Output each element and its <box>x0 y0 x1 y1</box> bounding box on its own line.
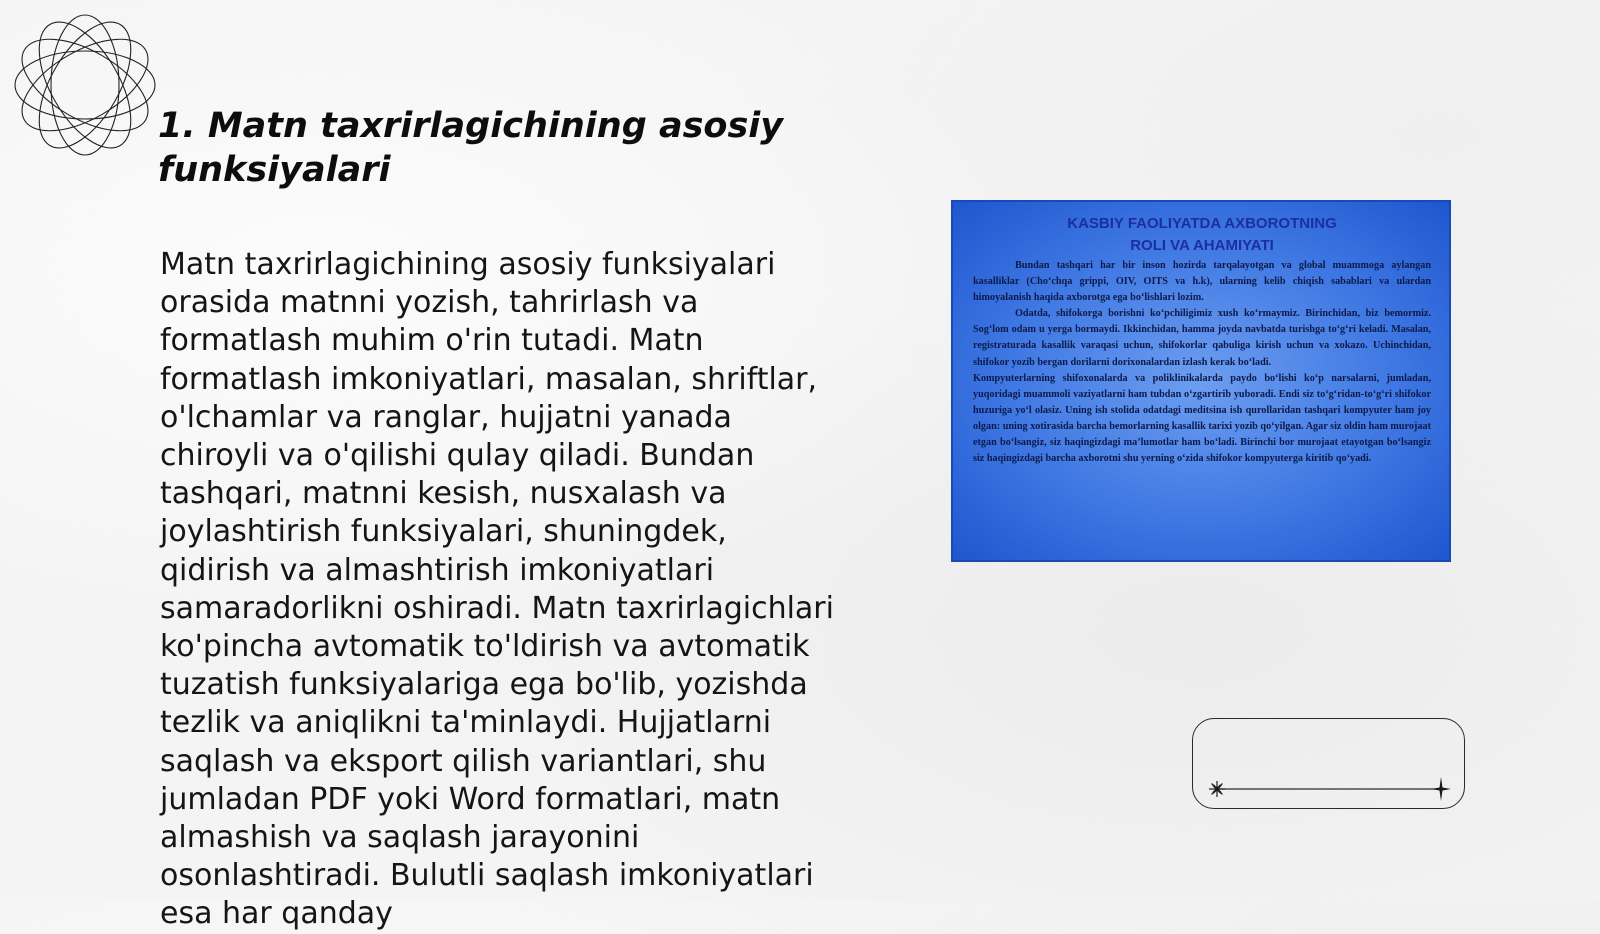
document-paragraph-2: Odatda, shifokorga borishni ko‘pchiligimiz xush ko‘rmaymiz. Birinchidan, biz bemormiz. Sog‘lom odam u yerga bormaydi. Ikkinchidan, hamma joyda navbatda turishga to‘g‘ri keladi. Masalan, registraturada kasallik varaqasi uchun, shifokorlar qabuliga kirish uchun va xokazo. Uchinchidan, shifokor yozib bergan dorilarni dorixonalardan izlash kerak bo‘ladi. <box>973 308 1431 368</box>
document-paragraph-1: Bundan tashqari har bir inson hozirda tarqalayotgan va global muammoga aylangan kasalliklar (Cho‘chqa grippi, OIV, OITS va h.k), ularning kelib chiqish sabablari va ulardan himoyalanish haqida axborotga ega bo‘lishlari lozim. <box>973 260 1431 304</box>
orbit-rings-icon <box>10 10 160 160</box>
cross-star-icon <box>1431 777 1451 801</box>
sparkle-icon <box>1209 781 1225 797</box>
document-image <box>951 200 1451 562</box>
document-paragraph-3: Kompyuterlarning shifoxonalarda va poliklinikalarda paydo bo‘lishi ko‘p narsalarni, jumladan, yuqoridagi muammoli vaziyatlarni ham tubdan o‘zgartirib yuboradi. Endi siz to‘g‘ridan-to‘g‘ri shifokor huzuriga yo‘l olasiz. Uning ish stolida odatdagi meditsina ish qurollaridan tashqari kompyuter ham joy olgan: uning xotirasida barcha bemorlarning kasallik tarixi yozib qo‘yilgan. Agar siz oldin ham murojaat etgan bo‘lsangiz, siz haqingizdagi ma’lumotlar ham bo‘ladi. Birinchi bor murojaat etayotgan bo‘lsangiz siz haqingizdagi barcha axborotni shu yerning o‘zida shifokor kompyuterga kiritib qo‘yadi. <box>973 372 1431 465</box>
slide-body-text: Matn taxrirlagichining asosiy funksiyalari orasida matnni yozish, tahrirlash va formatlash muhim o'rin tutadi. Matn formatlash imkoniyatlari, masalan, shriftlar, o'lchamlar va ranglar, hujjatni yanada chiroyli va o'qilishi qulay qiladi. Bundan tashqari, matnni kesish, nusxalash va joylashtirish funksiyalari, shuningdek, qidirish va almashtirish imkoniyatlari samaradorlikni oshiradi. Matn taxrirlagichlari ko'pincha avtomatik to'ldirish va avtomatik tuzatish funksiyalariga ega bo'lib, yozishda tezlik va aniqlikni ta'minlaydi. Hujjatlarni saqlash va eksport qilish variantlari, shu jumladan PDF yoki Word formatlari, matn almashish va saqlash jarayonini osonlashtiradi. Bulutli saqlash imkoniyatlari esa har qanday <box>160 247 834 932</box>
decorative-slider-frame <box>1192 718 1465 809</box>
document-heading-line2: ROLI VA AHAMIYATI <box>1130 237 1274 254</box>
slide-title: 1. Matn taxrirlagichining asosiy funksiyalari <box>158 106 784 190</box>
document-heading-line1: KASBIY FAOLIYATDA AXBOROTNING <box>1067 215 1337 232</box>
